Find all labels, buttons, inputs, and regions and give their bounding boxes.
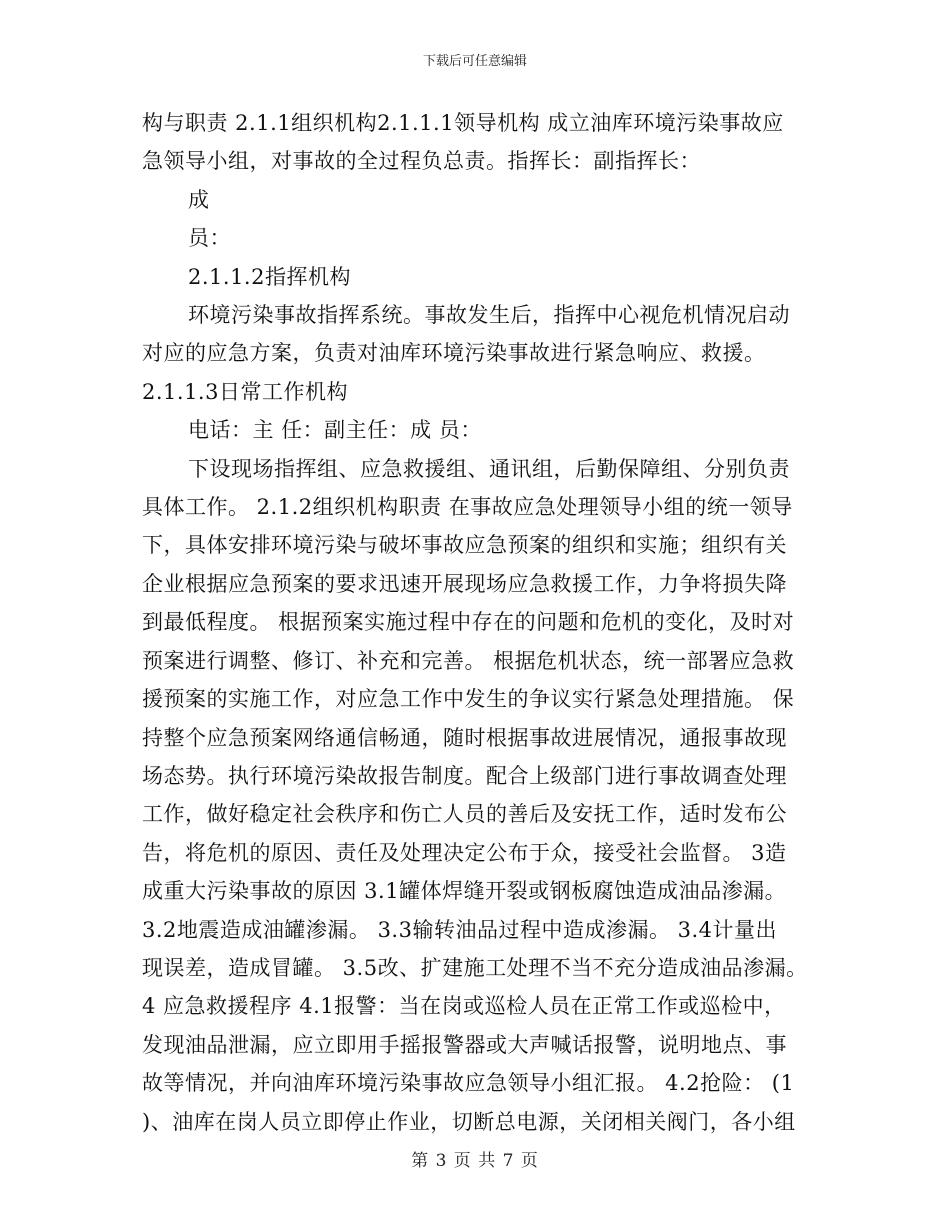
text-line: 现误差，造成冒罐。 3.5改、扩建施工处理不当不充分造成油品渗漏。 xyxy=(142,955,808,980)
text-line: 4 应急救援程序 4.1报警：当在岗或巡检人员在正常工作或巡检中， xyxy=(142,994,786,1019)
text-line: 告，将危机的原因、责任及处理决定公布于众，接受社会监督。 3造 xyxy=(142,840,787,865)
text-line: 员： xyxy=(188,226,231,251)
text-line: 2.1.1.3日常工作机构 xyxy=(142,379,348,404)
text-line: 电话：主 任：副主任：成 员： xyxy=(188,418,482,443)
text-line: 持整个应急预案网络通信畅通，随时根据事故进展情况，通报事故现 xyxy=(142,725,787,750)
text-line: 援预案的实施工作，对应急工作中发生的争议实行紧急处理措施。 保 xyxy=(142,687,795,712)
body-text xyxy=(142,104,810,1141)
page-footer: 第 3 页 共 7 页 xyxy=(411,1151,539,1171)
text-line: 3.2地震造成油罐渗漏。 3.3输转油品过程中造成渗漏。 3.4计量出 xyxy=(142,917,778,942)
text-line: 场态势。执行环境污染故报告制度。配合上级部门进行事故调查处理 xyxy=(142,763,787,788)
text-line: 企业根据应急预案的要求迅速开展现场应急救援工作，力争将损失降 xyxy=(142,571,787,596)
text-line: 发现油品泄漏，应立即用手摇报警器或大声喊话报警，说明地点、事 xyxy=(142,1032,787,1057)
text-line: 2.1.1.2指挥机构 xyxy=(188,264,351,289)
text-line: 具体工作。 2.1.2组织机构职责 在事故应急处理领导小组的统一领导 xyxy=(142,495,793,520)
page-header: 下载后可任意编辑 xyxy=(422,54,527,69)
text-line: 下，具体安排环境污染与破坏事故应急预案的组织和实施；组织有关 xyxy=(142,533,787,558)
text-line: 工作，做好稳定社会秩序和伤亡人员的善后及安抚工作，适时发布公 xyxy=(142,802,787,827)
text-line: 成 xyxy=(188,187,210,212)
text-line: 到最低程度。 根据预案实施过程中存在的问题和危机的变化，及时对 xyxy=(142,610,795,635)
text-line: 急领导小组，对事故的全过程负总责。指挥长：副指挥长： xyxy=(142,149,701,174)
text-line: 环境污染事故指挥系统。事故发生后，指挥中心视危机情况启动 xyxy=(188,303,790,328)
text-line: 预案进行调整、修订、补充和完善。 根据危机状态，统一部署应急救 xyxy=(142,648,795,673)
text-line: 成重大污染事故的原因 3.1罐体焊缝开裂或钢板腐蚀造成油品渗漏。 xyxy=(142,879,787,904)
text-line: 故等情况，并向油库环境污染事故应急领导小组汇报。 4.2抢险： (1 xyxy=(142,1071,795,1096)
text-line: 对应的应急方案，负责对油库环境污染事故进行紧急响应、救援。 xyxy=(142,341,766,366)
text-line: )、油库在岗人员立即停止作业，切断总电源，关闭相关阀门，各小组 xyxy=(142,1109,796,1134)
text-line: 下设现场指挥组、应急救援组、通讯组，后勤保障组、分别负责 xyxy=(188,456,790,481)
text-line: 构与职责 2.1.1组织机构2.1.1.1领导机构 成立油库环境污染事故应 xyxy=(142,111,784,135)
